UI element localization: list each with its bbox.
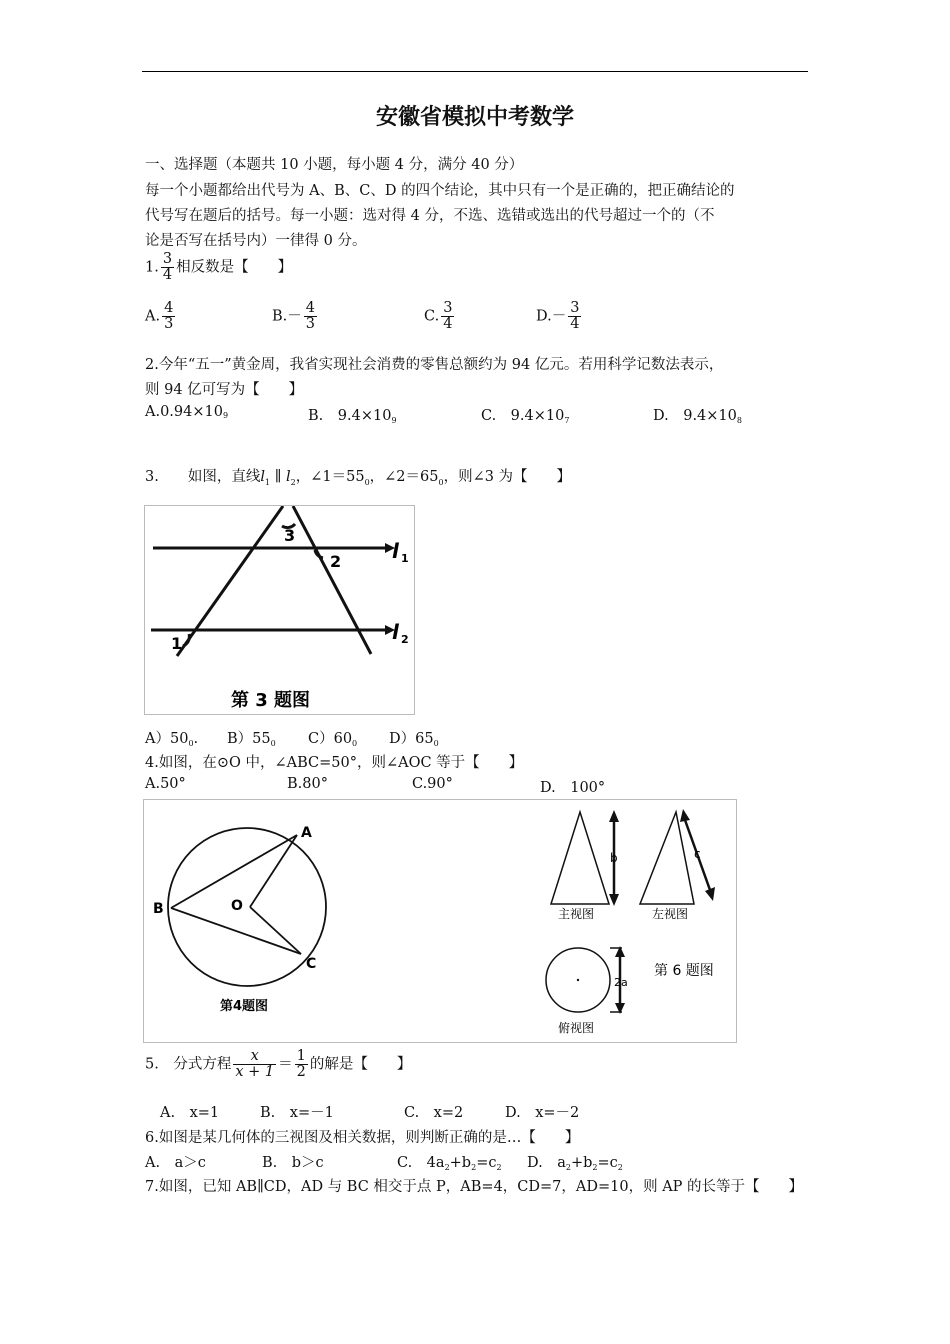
line-l1-label: l [392, 539, 399, 563]
q1-number: 1. [145, 259, 159, 276]
question-1 [145, 252, 292, 283]
q2-option-d: D. 9.4×108 [653, 408, 742, 425]
question-7: 7.如图，已知 AB∥CD，AD 与 BC 相交于点 P，AB=4，CD=7，AD=10，则 AP 的长等于【 】 [145, 1179, 804, 1195]
q3-option-a: A）500. [145, 731, 199, 748]
q6-option-c: C. 4a2+b2=c2 [397, 1155, 502, 1172]
instructions-line-2: 代号写在题后的括号。每一小题：选对得 4 分，不选、选错或选出的代号超过一个的（不 [145, 208, 715, 224]
front-view-label: 主视图 [558, 907, 595, 921]
figure-q3 [144, 505, 415, 715]
q1-option-b: B.－ $\frac{4}{3}$ [272, 300, 315, 333]
q2-line-2: 则 94 亿可写为【 】 [145, 382, 304, 398]
q1-option-a: A. $\frac{4}{3}$ [145, 300, 174, 333]
q4-option-d: D. 100° [540, 780, 606, 796]
q3-option-c: C）600 [308, 731, 358, 748]
q5-option-d: D. x=－2 [505, 1105, 580, 1121]
svg-text:1: 1 [401, 552, 409, 565]
q1-option-c: C. $\frac{3}{4}$ [424, 300, 453, 333]
left-view-label: 左视图 [652, 907, 689, 921]
q3-option-b: B）550 [227, 731, 276, 748]
q6-option-b: B. b＞c [262, 1155, 324, 1171]
point-b-label: B [153, 901, 164, 917]
figure-q4-q6 [143, 799, 737, 1043]
question-4: 4.如图，在⊙O 中，∠ABC=50°，则∠AOC 等于【 】 [145, 755, 524, 771]
q5-lhs-fraction: $\frac{x}{x + 1}$ [235, 1048, 275, 1081]
point-a-label: A [301, 825, 312, 841]
instructions-line-3: 论是否写在括号内）一律得 0 分。 [145, 233, 367, 249]
point-c-label: C [306, 956, 317, 972]
top-rule [142, 71, 808, 72]
q2-option-c: C. 9.4×107 [481, 408, 570, 425]
q2-option-b: B. 9.4×109 [308, 408, 397, 425]
q5-option-b: B. x=－1 [260, 1105, 334, 1121]
q6-option-a: A. a＞c [145, 1155, 206, 1171]
figure-6-caption: 第 6 题图 [654, 963, 714, 979]
q2-option-a: A.0.94×109 [145, 404, 229, 420]
angle-2-label: 2 [330, 552, 342, 571]
q4-option-a: A.50° [145, 776, 186, 792]
q3-option-d: D）650 [389, 731, 439, 748]
svg-text:2: 2 [401, 633, 409, 646]
dimension-2a-label: 2a [614, 976, 628, 989]
question-5: 5. 分式方程 $\frac{x}{x + 1}$ ＝ $\frac{1}{2}$ 的解是【 】 [145, 1048, 412, 1081]
instructions-line-1: 每一个小题都给出代号为 A、B、C、D 的四个结论，其中只有一个是正确的，把正确结论的 [145, 183, 735, 199]
q4-option-c: C.90° [412, 776, 453, 792]
dimension-c-label: c [694, 847, 701, 861]
section-header: 一、选择题（本题共 10 小题，每小题 4 分，满分 40 分） [145, 157, 524, 173]
top-view-label: 俯视图 [558, 1021, 595, 1035]
figure-4-caption: 第4题图 [220, 999, 269, 1014]
point-o-label: O [231, 898, 243, 914]
question-6: 6.如图是某几何体的三视图及相关数据，则判断正确的是…【 】 [145, 1130, 580, 1146]
q1-text: 相反数是【 】 [176, 259, 293, 276]
q5-rhs-fraction: $\frac{1}{2}$ [296, 1048, 306, 1081]
angle-3-label: 3 [284, 526, 296, 545]
angle-1-label: 1 [171, 634, 183, 653]
q1-fraction: $\frac{3}{4}$ [162, 251, 173, 284]
q6-option-d: D. a2+b2=c2 [527, 1155, 623, 1172]
q5-option-a: A. x=1 [160, 1105, 220, 1121]
q2-line-1: 2.今年“五一”黄金周，我省实现社会消费的零售总额约为 94 亿元。若用科学记数法表示， [145, 357, 724, 373]
figure-3-caption: 第 3 题图 [231, 690, 311, 711]
line-l2-label: l [392, 620, 399, 644]
dimension-b-label: b [610, 851, 618, 865]
page-title: 安徽省模拟中考数学 [375, 104, 574, 130]
q5-option-c: C. x=2 [404, 1105, 464, 1121]
q4-option-b: B.80° [287, 776, 328, 792]
q1-option-d: D.－ $\frac{3}{4}$ [536, 300, 580, 333]
question-3: 3. 如图，直线$l_1$ ∥ $l_2$，∠1＝550，∠2＝650，则∠3 为【 】 [145, 469, 572, 487]
